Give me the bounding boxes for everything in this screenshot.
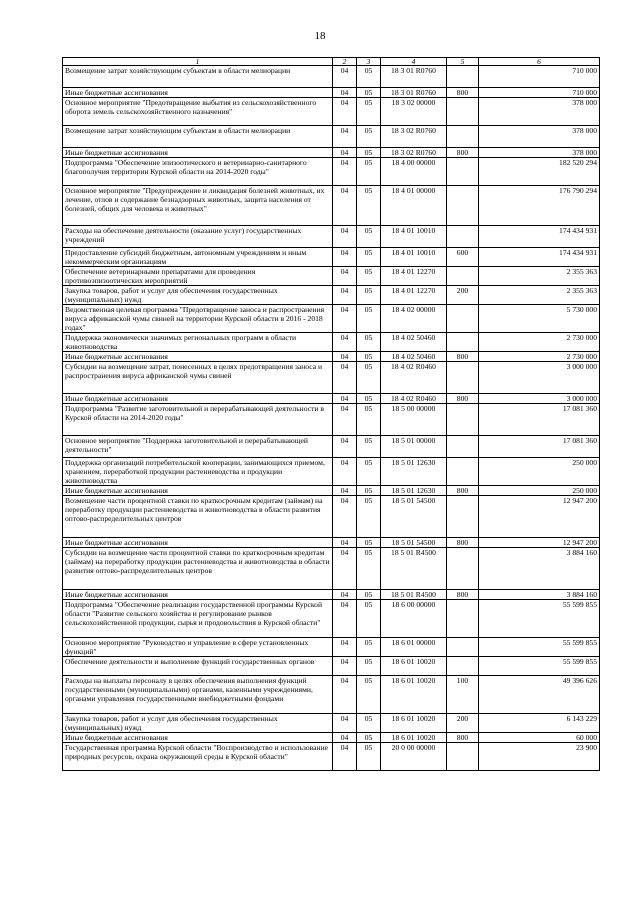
row-section-cell: 04 [333,126,357,148]
table-row [63,98,600,126]
table-row [63,743,600,771]
row-expense-type-cell [447,98,479,126]
table-row [63,248,600,267]
row-section-cell: 04 [333,743,357,771]
table-row [63,394,600,404]
row-section-cell: 04 [333,186,357,226]
row-target-code-cell: 18 3 02 R0760 [381,126,447,148]
row-section-cell: 04 [333,394,357,404]
table-row [63,733,600,743]
row-subsection-cell: 05 [357,248,381,267]
row-section-cell: 04 [333,458,357,486]
table-row [63,352,600,362]
row-amount-cell: 378 000 [479,148,600,158]
row-target-code-cell: 18 4 02 00000 [381,305,447,333]
row-expense-type-cell [447,743,479,771]
row-name-cell: Расходы на выплаты персоналу в целях обеспечения выполнения функций государственными (муниципальными) органами, казенными учреждениями, органами управления государственными внебюджетными фондами [63,676,333,714]
row-section-cell: 04 [333,590,357,600]
row-target-code-cell: 18 5 01 00000 [381,436,447,458]
row-expense-type-cell: 800 [447,590,479,600]
row-section-cell: 04 [333,362,357,394]
row-target-code-cell: 18 3 02 R0760 [381,148,447,158]
row-expense-type-cell [447,436,479,458]
row-expense-type-cell [447,548,479,590]
row-section-cell: 04 [333,657,357,676]
table-row [63,305,600,333]
row-amount-cell: 2 355 363 [479,267,600,286]
row-name-cell: Основное мероприятие "Руководство и управление в сфере установленных функций" [63,638,333,657]
table-header-row [63,58,600,66]
row-name-cell: Закупка товаров, работ и услуг для обеспечения государственных (муниципальных) нужд [63,714,333,733]
row-name-cell: Основное мероприятие "Предупреждение и ликвидация болезней животных, их лечение, отлов и содержание безнадзорных животных, защита населения от болезней, общих для человека и животных" [63,186,333,226]
row-name-cell: Расходы на обеспечение деятельности (оказание услуг) государственных учреждений [63,226,333,248]
row-subsection-cell: 05 [357,436,381,458]
table-row [63,404,600,436]
row-section-cell: 04 [333,66,357,88]
row-amount-cell: 12 947 200 [479,538,600,548]
row-expense-type-cell [447,226,479,248]
row-subsection-cell: 05 [357,66,381,88]
table-row [63,600,600,638]
row-subsection-cell: 05 [357,458,381,486]
row-target-code-cell: 18 4 01 12270 [381,267,447,286]
row-section-cell: 04 [333,714,357,733]
row-section-cell: 04 [333,333,357,352]
row-name-cell: Иные бюджетные ассигнования [63,148,333,158]
row-name-cell: Государственная программа Курской области "Воспроизводство и использование природных ресурсов, охрана окружающей среды в Курской области" [63,743,333,771]
row-name-cell: Иные бюджетные ассигнования [63,538,333,548]
row-subsection-cell: 05 [357,126,381,148]
row-expense-type-cell [447,600,479,638]
table-row [63,158,600,186]
table-row [63,486,600,496]
row-target-code-cell: 18 5 01 12630 [381,458,447,486]
row-name-cell: Возмещение затрат хозяйствующим субъектам в области мелиорации [63,66,333,88]
row-name-cell: Предоставление субсидий бюджетным, автономным учреждениям и иным некоммерческим организациям [63,248,333,267]
row-section-cell: 04 [333,486,357,496]
budget-table [62,57,600,771]
row-expense-type-cell: 200 [447,286,479,305]
column-header-3: 3 [357,58,381,66]
row-name-cell: Иные бюджетные ассигнования [63,394,333,404]
row-section-cell: 04 [333,496,357,538]
row-name-cell: Субсидии на возмещение части процентной ставки по краткосрочным кредитам (займам) на переработку продукции растениеводства и животноводства в области развития оптово-распределительных центров [63,548,333,590]
table-row [63,548,600,590]
row-target-code-cell: 18 5 01 54500 [381,496,447,538]
column-header-5: 5 [447,58,479,66]
row-amount-cell: 2 355 363 [479,286,600,305]
row-expense-type-cell [447,305,479,333]
row-expense-type-cell: 100 [447,676,479,714]
row-subsection-cell: 05 [357,286,381,305]
row-amount-cell: 3 000 000 [479,394,600,404]
row-expense-type-cell: 800 [447,394,479,404]
row-name-cell: Основное мероприятие "Поддержка заготовительной и перерабатывающей деятельности" [63,436,333,458]
table-row [63,590,600,600]
table-body [63,66,600,771]
row-expense-type-cell: 800 [447,148,479,158]
row-section-cell: 04 [333,158,357,186]
row-subsection-cell: 05 [357,186,381,226]
row-amount-cell: 176 790 294 [479,186,600,226]
row-section-cell: 04 [333,676,357,714]
row-section-cell: 04 [333,352,357,362]
row-expense-type-cell: 800 [447,88,479,98]
table-row [63,657,600,676]
row-name-cell: Субсидии на возмещение затрат, понесенных в целях предотвращения заноса и распространения вируса африканской чумы свиней [63,362,333,394]
row-subsection-cell: 05 [357,733,381,743]
table-row [63,66,600,88]
table-row [63,126,600,148]
row-amount-cell: 710 000 [479,66,600,88]
row-amount-cell: 60 000 [479,733,600,743]
table-row [63,226,600,248]
row-section-cell: 04 [333,404,357,436]
row-section-cell: 04 [333,733,357,743]
row-name-cell: Иные бюджетные ассигнования [63,733,333,743]
row-subsection-cell: 05 [357,98,381,126]
row-target-code-cell: 18 4 02 R0460 [381,394,447,404]
row-target-code-cell: 18 5 01 12630 [381,486,447,496]
row-amount-cell: 55 599 855 [479,657,600,676]
row-target-code-cell: 18 4 00 00000 [381,158,447,186]
table-row [63,538,600,548]
table-row [63,496,600,538]
row-target-code-cell: 18 4 01 00000 [381,186,447,226]
row-subsection-cell: 05 [357,486,381,496]
row-expense-type-cell [447,458,479,486]
row-name-cell: Основное мероприятие "Предотвращение выбытия из сельскохозяйственного оборота земель сельскохозяйственного назначения" [63,98,333,126]
row-expense-type-cell [447,496,479,538]
row-section-cell: 04 [333,248,357,267]
row-amount-cell: 2 730 000 [479,333,600,352]
row-subsection-cell: 05 [357,600,381,638]
row-amount-cell: 49 396 626 [479,676,600,714]
row-subsection-cell: 05 [357,590,381,600]
row-expense-type-cell: 600 [447,248,479,267]
row-target-code-cell: 18 6 01 10020 [381,657,447,676]
table-row [63,267,600,286]
row-subsection-cell: 05 [357,657,381,676]
row-subsection-cell: 05 [357,496,381,538]
row-target-code-cell: 18 4 01 10010 [381,248,447,267]
row-name-cell: Поддержка экономически значимых региональных программ в области животноводства [63,333,333,352]
row-subsection-cell: 05 [357,538,381,548]
row-target-code-cell: 18 6 00 00000 [381,600,447,638]
row-section-cell: 04 [333,305,357,333]
row-name-cell: Иные бюджетные ассигнования [63,352,333,362]
row-subsection-cell: 05 [357,638,381,657]
row-name-cell: Подпрограмма "Обеспечение реализации государственной программы Курской области "Развитие сельского хозяйства и регулирование рынков сельскохозяйственной продукции, сырья и продовольствия в Курской области" [63,600,333,638]
row-section-cell: 04 [333,226,357,248]
row-expense-type-cell [447,186,479,226]
row-amount-cell: 182 520 294 [479,158,600,186]
row-name-cell: Подпрограмма "Обеспечение эпизоотического и ветеринарно-санитарного благополучия территории Курской области на 2014-2020 годы" [63,158,333,186]
row-target-code-cell: 18 4 02 50460 [381,352,447,362]
table-row [63,148,600,158]
row-target-code-cell: 18 6 01 00000 [381,638,447,657]
row-amount-cell: 2 730 000 [479,352,600,362]
row-subsection-cell: 05 [357,352,381,362]
row-target-code-cell: 18 3 02 00000 [381,98,447,126]
row-target-code-cell: 18 4 02 R0460 [381,362,447,394]
column-header-1: 1 [63,58,333,66]
row-name-cell: Подпрограмма "Развитие заготовительной и перерабатывающей деятельности в Курской области на 2014-2020 годы" [63,404,333,436]
row-name-cell: Поддержка организаций потребительской кооперации, занимающихся приемом, хранением, переработкой продукции растениеводства и продукции животноводства [63,458,333,486]
table-row [63,286,600,305]
row-subsection-cell: 05 [357,362,381,394]
row-expense-type-cell [447,158,479,186]
row-subsection-cell: 05 [357,714,381,733]
row-name-cell: Ведомственная целевая программа "Предотвращение заноса и распространения вируса африканской чумы свиней на территории Курской области в 2016 - 2018 годах" [63,305,333,333]
row-target-code-cell: 20 0 00 00000 [381,743,447,771]
row-expense-type-cell [447,362,479,394]
row-amount-cell: 3 000 000 [479,362,600,394]
row-expense-type-cell: 800 [447,486,479,496]
table-row [63,186,600,226]
row-target-code-cell: 18 4 01 10010 [381,226,447,248]
row-target-code-cell: 18 5 00 00000 [381,404,447,436]
row-target-code-cell: 18 4 01 12270 [381,286,447,305]
column-header-4: 4 [381,58,447,66]
row-name-cell: Обеспечение ветеринарными препаратами для проведения противоэпизоотических мероприятий [63,267,333,286]
row-amount-cell: 6 143 229 [479,714,600,733]
row-expense-type-cell [447,333,479,352]
row-expense-type-cell: 200 [447,714,479,733]
column-header-2: 2 [333,58,357,66]
column-header-6: 6 [479,58,600,66]
table-row [63,436,600,458]
row-section-cell: 04 [333,436,357,458]
page-number: 18 [314,30,326,42]
row-expense-type-cell [447,657,479,676]
row-target-code-cell: 18 4 02 50460 [381,333,447,352]
row-amount-cell: 55 599 855 [479,638,600,657]
row-expense-type-cell: 800 [447,538,479,548]
row-name-cell: Возмещение затрат хозяйствующим субъектам в области мелиорации [63,126,333,148]
table-row [63,362,600,394]
table-row [63,458,600,486]
row-amount-cell: 250 000 [479,486,600,496]
row-subsection-cell: 05 [357,676,381,714]
row-amount-cell: 55 599 855 [479,600,600,638]
row-amount-cell: 23 900 [479,743,600,771]
row-name-cell: Иные бюджетные ассигнования [63,88,333,98]
row-name-cell: Закупка товаров, работ и услуг для обеспечения государственных (муниципальных) нужд [63,286,333,305]
row-target-code-cell: 18 5 01 54500 [381,538,447,548]
table-row [63,88,600,98]
row-amount-cell: 174 434 931 [479,226,600,248]
row-section-cell: 04 [333,286,357,305]
row-target-code-cell: 18 6 01 10020 [381,733,447,743]
row-section-cell: 04 [333,638,357,657]
row-target-code-cell: 18 5 01 R4500 [381,548,447,590]
row-expense-type-cell [447,638,479,657]
row-subsection-cell: 05 [357,394,381,404]
row-subsection-cell: 05 [357,88,381,98]
table-row [63,676,600,714]
row-target-code-cell: 18 6 01 10020 [381,676,447,714]
row-section-cell: 04 [333,88,357,98]
row-amount-cell: 12 947 200 [479,496,600,538]
row-amount-cell: 710 000 [479,88,600,98]
row-amount-cell: 17 081 360 [479,436,600,458]
row-subsection-cell: 05 [357,226,381,248]
row-target-code-cell: 18 6 01 10020 [381,714,447,733]
row-expense-type-cell: 800 [447,352,479,362]
row-amount-cell: 174 434 931 [479,248,600,267]
row-name-cell: Возмещение части процентной ставки по краткосрочным кредитам (займам) на переработку продукции растениеводства и животноводства в области развития оптово-распределительных центров [63,496,333,538]
row-target-code-cell: 18 3 01 R0760 [381,88,447,98]
row-section-cell: 04 [333,548,357,590]
row-amount-cell: 5 730 000 [479,305,600,333]
table-row [63,333,600,352]
row-subsection-cell: 05 [357,548,381,590]
row-amount-cell: 378 000 [479,126,600,148]
row-expense-type-cell [447,66,479,88]
row-name-cell: Иные бюджетные ассигнования [63,590,333,600]
row-subsection-cell: 05 [357,333,381,352]
row-section-cell: 04 [333,148,357,158]
row-expense-type-cell: 800 [447,733,479,743]
row-target-code-cell: 18 5 01 R4500 [381,590,447,600]
row-subsection-cell: 05 [357,267,381,286]
row-amount-cell: 3 884 160 [479,590,600,600]
row-amount-cell: 378 000 [479,98,600,126]
table-row [63,714,600,733]
row-subsection-cell: 05 [357,404,381,436]
row-amount-cell: 250 000 [479,458,600,486]
row-section-cell: 04 [333,538,357,548]
row-target-code-cell: 18 3 01 R0760 [381,66,447,88]
row-subsection-cell: 05 [357,148,381,158]
row-expense-type-cell [447,404,479,436]
row-amount-cell: 3 884 160 [479,548,600,590]
table-row [63,638,600,657]
row-subsection-cell: 05 [357,743,381,771]
row-amount-cell: 17 081 360 [479,404,600,436]
row-section-cell: 04 [333,267,357,286]
row-subsection-cell: 05 [357,158,381,186]
row-name-cell: Иные бюджетные ассигнования [63,486,333,496]
row-subsection-cell: 05 [357,305,381,333]
row-expense-type-cell [447,126,479,148]
row-expense-type-cell [447,267,479,286]
row-section-cell: 04 [333,600,357,638]
row-section-cell: 04 [333,98,357,126]
row-name-cell: Обеспечение деятельности и выполнение функций государственных органов [63,657,333,676]
